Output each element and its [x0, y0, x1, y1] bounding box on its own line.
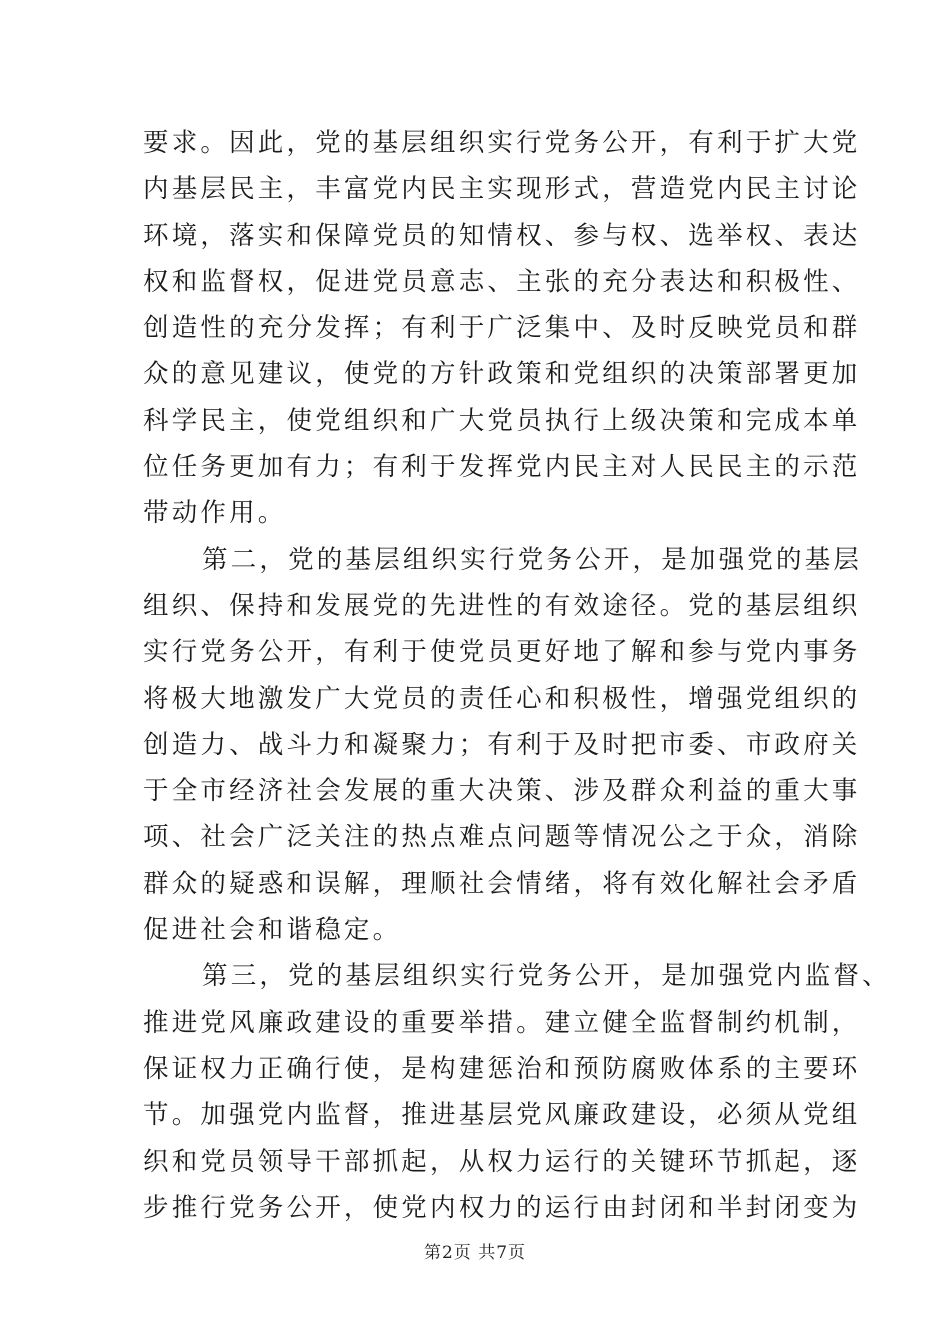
- text-line: 位任务更加有力；有利于发挥党内民主对人民民主的示范: [143, 452, 861, 483]
- text-line: 步推行党务公开，使党内权力的运行由封闭和半封闭变为: [143, 1192, 861, 1223]
- text-line: 带动作用。: [143, 498, 287, 529]
- text-line: 权和监督权，促进党员意志、主张的充分表达和积极性、: [143, 266, 861, 297]
- text-line: 促进社会和谐稳定。: [143, 915, 402, 946]
- text-line: 科学民主，使党组织和广大党员执行上级决策和完成本单: [143, 405, 861, 436]
- text-line: 织和党员领导干部抓起，从权力运行的关键环节抓起，逐: [143, 1146, 861, 1177]
- text-line: 项、社会广泛关注的热点难点问题等情况公之于众，消除: [143, 822, 861, 853]
- text-line: 群众的疑惑和误解，理顺社会情绪，将有效化解社会矛盾: [143, 868, 861, 899]
- text-line: 保证权力正确行使，是构建惩治和预防腐败体系的主要环: [143, 1053, 861, 1084]
- text-line: 节。加强党内监督，推进基层党风廉政建设，必须从党组: [143, 1100, 861, 1131]
- text-line: 要求。因此，党的基层组织实行党务公开，有利于扩大党: [143, 128, 861, 158]
- text-line: 创造力、战斗力和凝聚力；有利于及时把市委、市政府关: [143, 729, 861, 760]
- text-line: 众的意见建议，使党的方针政策和党组织的决策部署更加: [143, 359, 861, 390]
- text-line: 创造性的充分发挥；有利于广泛集中、及时反映党员和群: [143, 313, 861, 344]
- text-line: 第三，党的基层组织实行党务公开，是加强党内监督、: [202, 961, 891, 992]
- text-line: 实行党务公开，有利于使党员更好地了解和参与党内事务: [143, 637, 861, 668]
- page-number-footer: 第2页 共7页: [423, 1243, 527, 1263]
- text-line: 推进党风廉政建设的重要举措。建立健全监督制约机制，: [143, 1007, 861, 1038]
- text-line: 环境，落实和保障党员的知情权、参与权、选举权、表达: [143, 220, 861, 251]
- text-line: 将极大地激发广大党员的责任心和积极性，增强党组织的: [143, 683, 861, 714]
- text-line: 第二，党的基层组织实行党务公开，是加强党的基层: [202, 544, 863, 575]
- document-body: [143, 120, 891, 1231]
- text-line: 组织、保持和发展党的先进性的有效途径。党的基层组织: [143, 590, 861, 621]
- text-line: 于全市经济社会发展的重大决策、涉及群众利益的重大事: [143, 776, 861, 807]
- text-line: 内基层民主，丰富党内民主实现形式，营造党内民主讨论: [143, 174, 861, 205]
